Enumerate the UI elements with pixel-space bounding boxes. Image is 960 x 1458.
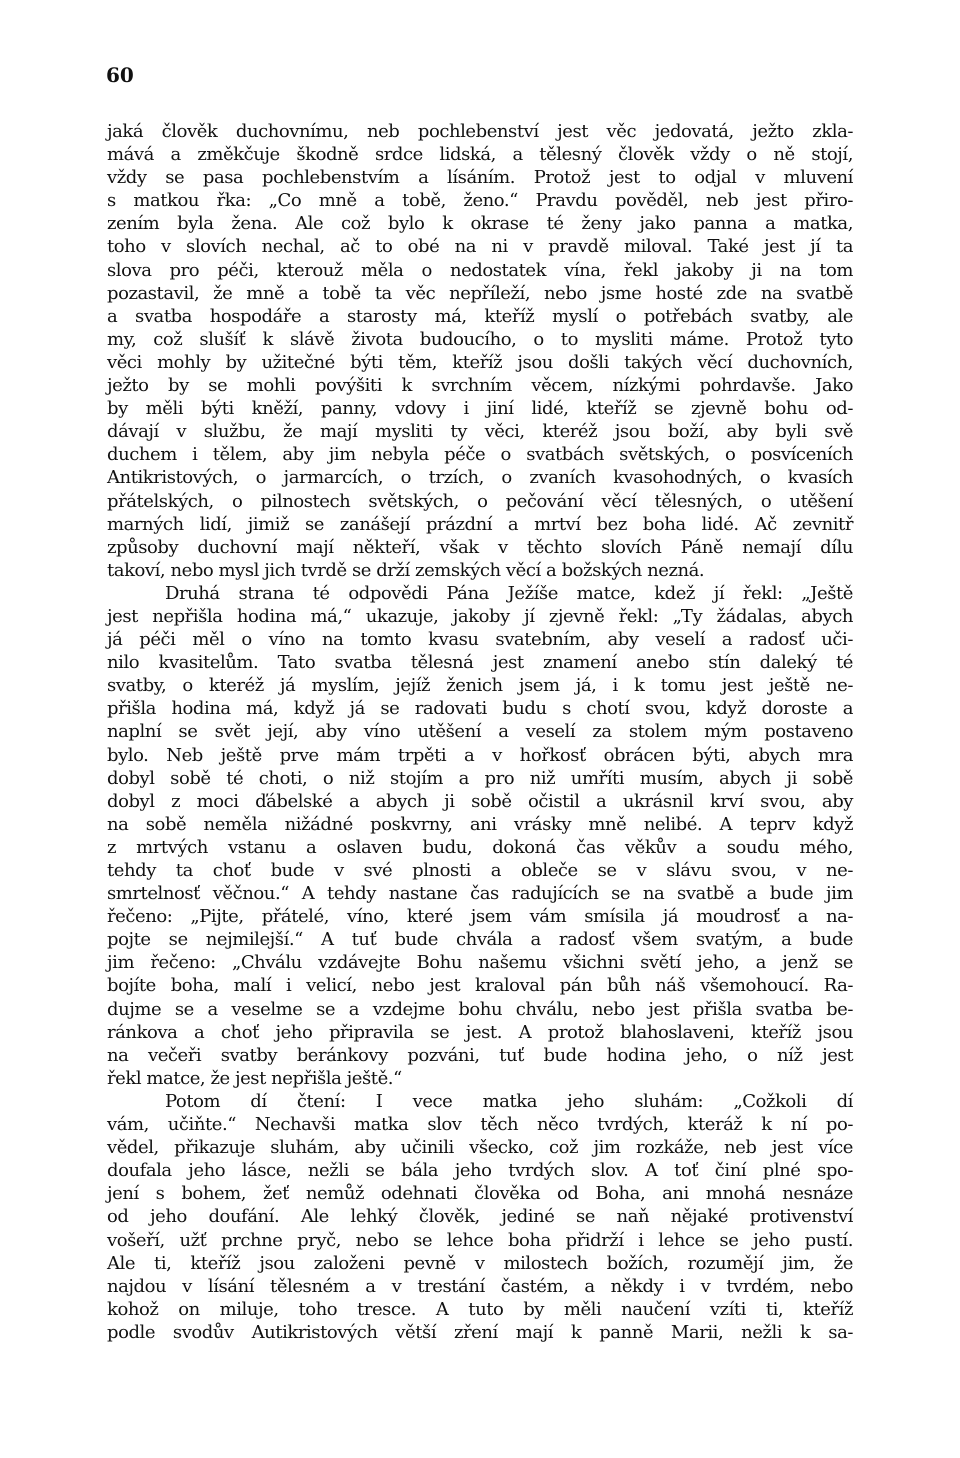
text-line: takoví, nebo mysl jich tvrdě se drží zemských věcí a božských nezná. xyxy=(107,559,705,581)
text-line: řekl matce, že jest nepřišla ještě.“ xyxy=(107,1067,402,1089)
text-line: a svatba hospodáře a starosty má, kteříž myslí o potřebách svatby, ale xyxy=(107,305,853,327)
text-line: dobyl sobě té choti, o niž stojím a pro niž umříti musím, abych ji sobě xyxy=(107,767,853,789)
text-line: zením byla žena. Ale což bylo k okrase té ženy jako panna a matka, xyxy=(107,213,853,235)
text-line: jení s bohem, žeť nemůž odehnati člověka od Boha, ani mnohá nesnáze xyxy=(107,1183,853,1205)
text-line: duchem i tělem, aby jim nebyla péče o svatbách světských, o posvíceních xyxy=(107,444,853,466)
text-line: já péči měl o víno na tomto kvasu svatebním, aby veselí a radosť uči- xyxy=(107,629,853,651)
text-line: ránkova a choť jeho připravila se jest. A protož blahoslaveni, kteříž jsou xyxy=(107,1021,853,1043)
page-number: 60 xyxy=(106,63,134,87)
text-line: vědel, přikazuje sluhám, aby učinili všecko, což jim rozkáže, neb jest více xyxy=(107,1137,853,1159)
text-line: řečeno: „Pijte, přátelé, víno, které jsem vám smísila já moudrosť a na- xyxy=(107,906,853,928)
text-line: pozastavil, že mně a tobě ta věc nepříleží, nebo jsme hosté zde na svatbě xyxy=(107,282,853,304)
text-line: doufala jeho lásce, nežli se bála jeho tvrdých slov. A toť činí plné spo- xyxy=(107,1160,853,1182)
body-text xyxy=(107,120,853,1344)
text-line: vždy se pasa pochlebenstvím a lísáním. Protož jest to odjal v mluvení xyxy=(107,167,853,189)
text-line: vošeří, užť prchne pryč, nebo se lehce boha přidrží i lehce se jeho pustí. xyxy=(107,1229,853,1251)
text-line: my, což slušíť k slávě života budoucího, o to mysliti máme. Protož tyto xyxy=(107,328,853,350)
text-line: na sobě neměla nižádné poskvrny, ani vrásky mně nelibé. A teprv když xyxy=(107,813,853,835)
text-line: dobyl z moci ďábelské a abych ji sobě očistil a ukrásnil krví svou, aby xyxy=(107,790,853,812)
text-line: mává a změkčuje škodně srdce lidská, a tělesný člověk vždy o ně stojí, xyxy=(107,144,853,166)
text-line: by měli býti kněží, panny, vdovy i jiní lidé, kteříž se zjevně bohu od- xyxy=(107,398,853,420)
text-line: podle svodův Autikristových větší zření mají k panně Marii, nežli k sa- xyxy=(107,1321,853,1343)
text-line: Antikristových, o jarmarcích, o trzích, o zvaních kvasohodných, o kvasích xyxy=(107,467,853,489)
text-line: naplní se svět její, aby víno utěšení a veselí za stolem mým postaveno xyxy=(107,721,853,743)
text-line: bojíte boha, malí i velicí, nebo jest kraloval pán bůh náš všemohoucí. Ra- xyxy=(107,975,853,997)
text-line: smrtelnosť věčnou.“ A tehdy nastane čas radujících se na svatbě a bude jim xyxy=(107,883,853,905)
text-line: jim řečeno: „Chválu vzdávejte Bohu našemu všichni světí jeho, a jenž se xyxy=(107,952,853,974)
text-line: bylo. Neb ještě prve mám trpěti a v hořkosť obrácen býti, abych mra xyxy=(107,744,853,766)
text-line: najdou v lísání tělesném a v trestání častém, a někdy i v tvrdém, nebo xyxy=(107,1275,853,1297)
text-line: z mrtvých vstanu a oslaven budu, dokoná čas věkův a soudu mého, xyxy=(107,836,853,858)
text-line: na večeři svatby beránkovy pozváni, tuť bude hodina jeho, o níž jest xyxy=(107,1044,853,1066)
text-line: marných lidí, jimiž se zanášejí prázdní a mrtví bez boha lidé. Ač zevnitř xyxy=(107,513,853,535)
text-line: způsoby duchovní mají někteří, však v těchto slovích Páně nemají dílu xyxy=(107,536,853,558)
text-line: s matkou řka: „Co mně a tobě, ženo.“ Pravdu pověděl, neb jest přiro- xyxy=(107,190,853,212)
text-line: slova pro péči, kterouž měla o nedostatek vína, řekl jakoby ji na tom xyxy=(107,259,853,281)
text-line: toho v slovích nechal, ač to obé na ni v pravdě miloval. Také jest jí ta xyxy=(107,236,853,258)
text-line: vám, učiňte.“ Nechavši matka slov těch něco tvrdých, kteráž k ní po- xyxy=(107,1114,853,1136)
text-line: věci mohly by užitečné býti těm, kteříž jsou došli takých věcí duchovních, xyxy=(107,351,853,373)
text-line: Ale ti, kteříž jsou založeni pevně v milostech božích, rozumějí jim, že xyxy=(107,1252,853,1274)
text-line: svatby, o kteréž já myslím, jejíž ženich jsem já, i k tomu jest ještě ne- xyxy=(107,675,853,697)
text-line: Potom dí čtení: I vece matka jeho sluhám: „Cožkoli dí xyxy=(165,1090,853,1112)
text-line: jest nepřišla hodina má,“ ukazuje, jakoby jí zjevně řekl: „Ty žádalas, abych xyxy=(107,605,853,627)
text-line: dujme se a veselme se a vzdejme bohu chválu, nebo jest přišla svatba be- xyxy=(107,998,853,1020)
text-line: kohož on miluje, toho tresce. A tuto by měli naučení vzíti ti, kteříž xyxy=(107,1298,853,1320)
text-line: nilo kvasitelům. Tato svatba tělesná jest znamení anebo stín daleký té xyxy=(107,652,853,674)
text-line: tehdy ta choť bude v své plnosti a obleče se v slávu svou, v ne- xyxy=(107,860,853,881)
text-line: přišla hodina má, když já se radovati budu s chotí svou, když doroste a xyxy=(107,698,853,720)
text-line: ježto by se mohli povýšiti k svrchním věcem, nízkými pohrdavše. Jako xyxy=(107,375,853,397)
text-line: dávají v službu, že mají mysliti ty věci, kteréž jsou boží, aby byli svě xyxy=(107,421,853,443)
text-line: pojte se nejmilejší.“ A tuť bude chvála a radosť všem svatým, a bude xyxy=(107,929,853,951)
text-line: jaká člověk duchovnímu, neb pochlebenství jest věc jedovatá, ježto zkla- xyxy=(107,121,853,142)
text-line: přátelských, o pilnostech světských, o pečování věcí tělesných, o utěšení xyxy=(107,490,853,512)
text-line: Druhá strana té odpovědi Pána Ježíše matce, kdež jí řekl: „Ještě xyxy=(165,582,853,604)
text-line: od jeho doufání. Ale lehký člověk, jediné se naň nějaké protivenství xyxy=(107,1206,853,1228)
